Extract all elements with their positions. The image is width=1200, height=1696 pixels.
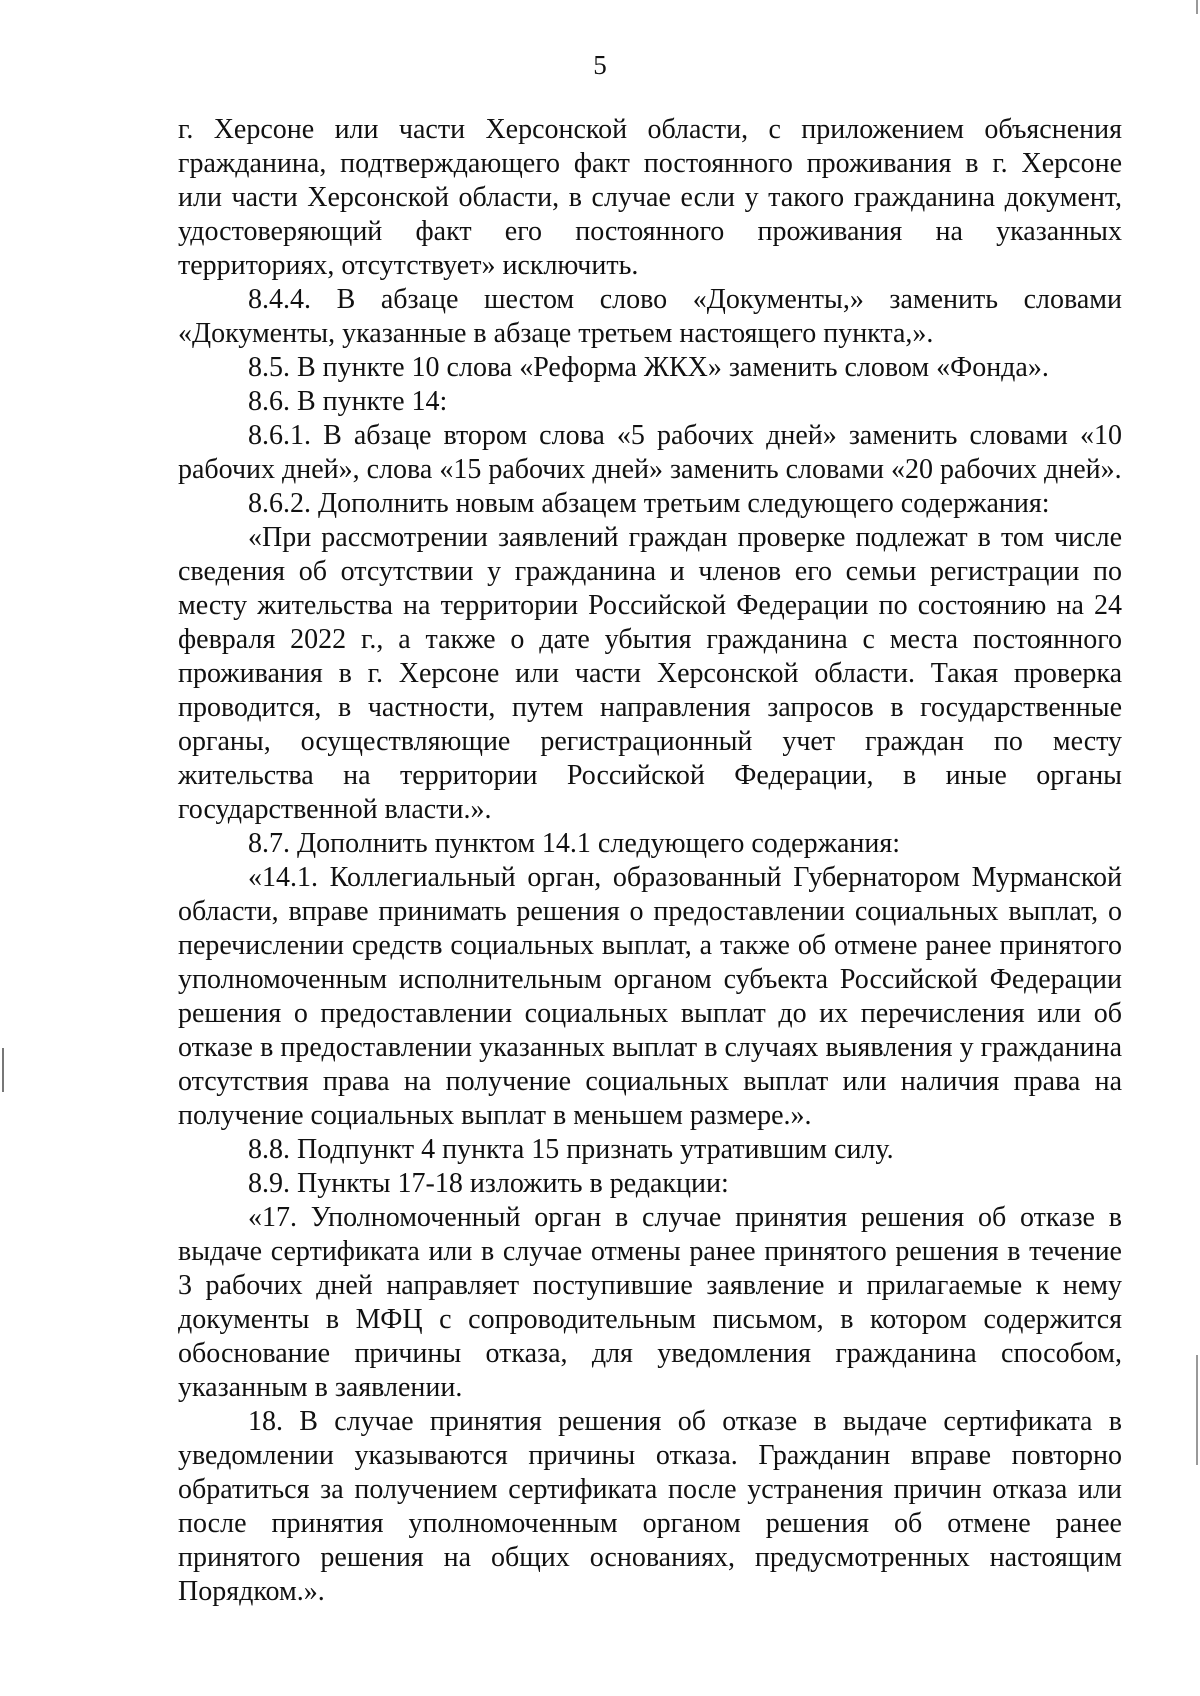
paragraph-quote-17: «17. Уполномоченный орган в случае принятия решения об отказе в выдаче сертификата или в случае отмены ранее принятого решения в течение 3 рабочих дней направляет поступившие заявление и прилагаемые к нему документы в МФЦ с сопроводительным письмом, в котором содержится обоснование причины отказа, для уведомления гражданина способом, указанным в заявлении. [178, 1202, 1122, 1403]
paragraph-8-9: 8.9. Пункты 17-18 изложить в редакции: [248, 1168, 729, 1199]
page-number: 5 [593, 50, 607, 80]
scan-edge-mark [1196, 0, 1198, 14]
paragraph-8-4-4: 8.4.4. В абзаце шестом слово «Документы,» заменить словами «Документы, указанные в абзаце третьем настоящего пункта,». [178, 284, 1122, 349]
paragraph-8-8: 8.8. Подпункт 4 пункта 15 признать утратившим силу. [248, 1134, 894, 1165]
paragraph-8-6-1: 8.6.1. В абзаце втором слова «5 рабочих дней» заменить словами «10 рабочих дней», слова «15 рабочих дней» заменить словами «20 рабочих дней». [178, 420, 1122, 485]
paragraph-8-6: 8.6. В пункте 14: [248, 386, 448, 417]
paragraph-8-5: 8.5. В пункте 10 слова «Реформа ЖКХ» заменить словом «Фонда». [248, 352, 1049, 383]
paragraph-quote-verification: «При рассмотрении заявлений граждан проверке подлежат в том числе сведения об отсутствии у гражданина и членов его семьи регистрации по месту жительства на территории Российской Федерации по состоянию на 24 февраля 2022 г., а также о дате убытия гражданина с места постоянного проживания в г. Херсоне или части Херсонской области. Такая проверка проводится, в частности, путем направления запросов в государственные органы, осуществляющие регистрационный учет граждан по месту жительства на территории Российской Федерации, в иные органы государственной власти.». [178, 522, 1122, 825]
paragraph-continuation: г. Херсоне или части Херсонской области, с приложением объяснения гражданина, подтверждающего факт постоянного проживания в г. Херсоне или части Херсонской области, в случае если у такого гражданина документ, удостоверяющий факт его постоянного проживания на указанных территориях, отсутствует» исключить. [178, 114, 1122, 281]
paragraph-8-6-2: 8.6.2. Дополнить новым абзацем третьим следующего содержания: [248, 488, 1050, 519]
scan-edge-mark [1196, 1355, 1198, 1465]
paragraph-8-7: 8.7. Дополнить пунктом 14.1 следующего содержания: [248, 828, 901, 859]
paragraph-quote-18: 18. В случае принятия решения об отказе в выдаче сертификата в уведомлении указываются причины отказа. Гражданин вправе повторно обратиться за получением сертификата после устранения причин отказа или после принятия уполномоченным органом решения об отмене ранее принятого решения на общих основаниях, предусмотренных настоящим Порядком.». [178, 1406, 1122, 1607]
paragraph-quote-14-1: «14.1. Коллегиальный орган, образованный Губернатором Мурманской области, вправе принимать решения о предоставлении социальных выплат, о перечислении средств социальных выплат, а также об отмене ранее принятого уполномоченным исполнительным органом субъекта Российской Федерации решения о предоставлении социальных выплат до их перечисления или об отказе в предоставлении указанных выплат в случаях выявления у гражданина отсутствия права на получение социальных выплат или наличия права на получение социальных выплат в меньшем размере.». [178, 862, 1122, 1131]
document-body [178, 113, 1122, 1609]
scan-edge-mark [2, 1048, 4, 1092]
